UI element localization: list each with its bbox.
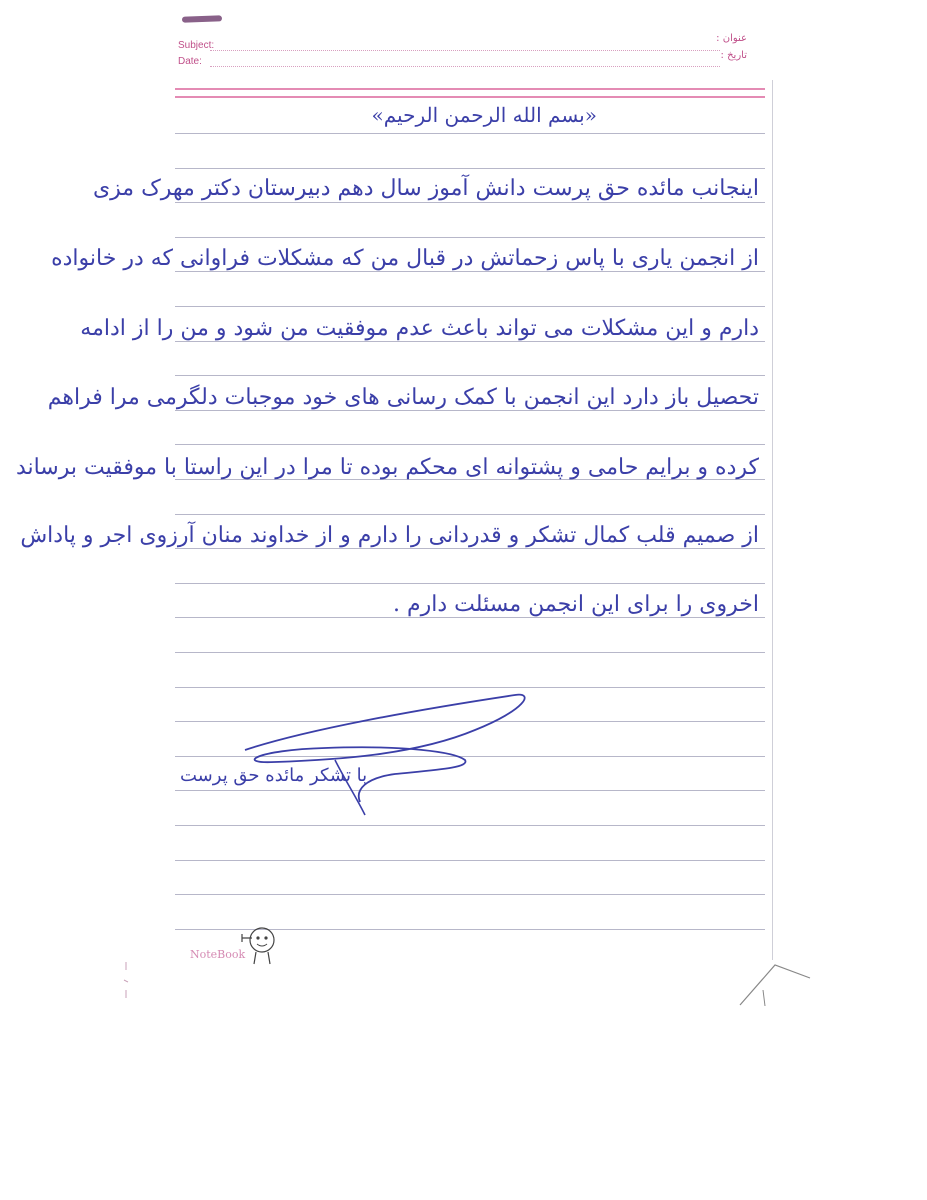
margin-line	[772, 80, 773, 960]
ruled-line	[175, 410, 765, 411]
subject-label: Subject:	[178, 40, 215, 51]
letter-line: از صمیم قلب کمال تشکر و قدردانی را دارم و از خداوند منان آرزوی اجر و پاداش	[20, 523, 759, 548]
letter-line: کرده و برایم حامی و پشتوانه ای محکم بوده تا مرا در این راستا با موفقیت برساند	[15, 455, 759, 480]
ruled-line	[175, 514, 765, 515]
letter-line: دارم و این مشکلات می تواند باعث عدم موفقیت من شود و من را از ادامه	[80, 316, 759, 341]
scan-artifact	[120, 960, 132, 1000]
ruled-line	[175, 202, 765, 203]
ruled-line	[175, 133, 765, 134]
ruled-line	[175, 548, 765, 549]
date-line	[210, 66, 720, 67]
ruled-line	[175, 894, 765, 895]
ruled-line	[175, 583, 765, 584]
letter-title: «بسم الله الرحمن الرحیم»	[371, 103, 597, 127]
header-divider	[175, 88, 765, 98]
ruled-line	[175, 341, 765, 342]
ruled-line	[175, 306, 765, 307]
ruled-line	[175, 687, 765, 688]
signoff: با تشکر مائده حق پرست	[180, 765, 368, 786]
ruled-line	[175, 271, 765, 272]
ruled-line	[175, 617, 765, 618]
ruled-line	[175, 860, 765, 861]
letter-line: تحصیل باز دارد این انجمن با کمک رسانی های خود موجبات دلگرمی مرا فراهم	[47, 385, 759, 410]
letter-line: اینجانب مائده حق پرست دانش آموز سال دهم دبیرستان دکتر مهرک مزی	[92, 176, 759, 201]
letter-line: اخروی را برای این انجمن مسئلت دارم .	[393, 592, 759, 617]
date-label: Date:	[178, 56, 202, 67]
letter-line: از انجمن یاری با پاس زحماتش در قبال من که مشکلات فراوانی که در خانواده	[51, 246, 759, 271]
ruled-line	[175, 444, 765, 445]
subject-line	[210, 50, 720, 51]
date-label-fa: تاریخ :	[720, 50, 747, 61]
page-fold-mark	[735, 960, 815, 1010]
ruled-line	[175, 652, 765, 653]
ruled-line	[175, 237, 765, 238]
notebook-brand: NoteBook	[190, 948, 246, 961]
signature	[215, 690, 545, 820]
ruled-line	[175, 825, 765, 826]
subject-label-fa: عنوان :	[716, 33, 747, 44]
ruled-line	[175, 375, 765, 376]
pen-mark	[182, 15, 222, 22]
ruled-line	[175, 168, 765, 169]
